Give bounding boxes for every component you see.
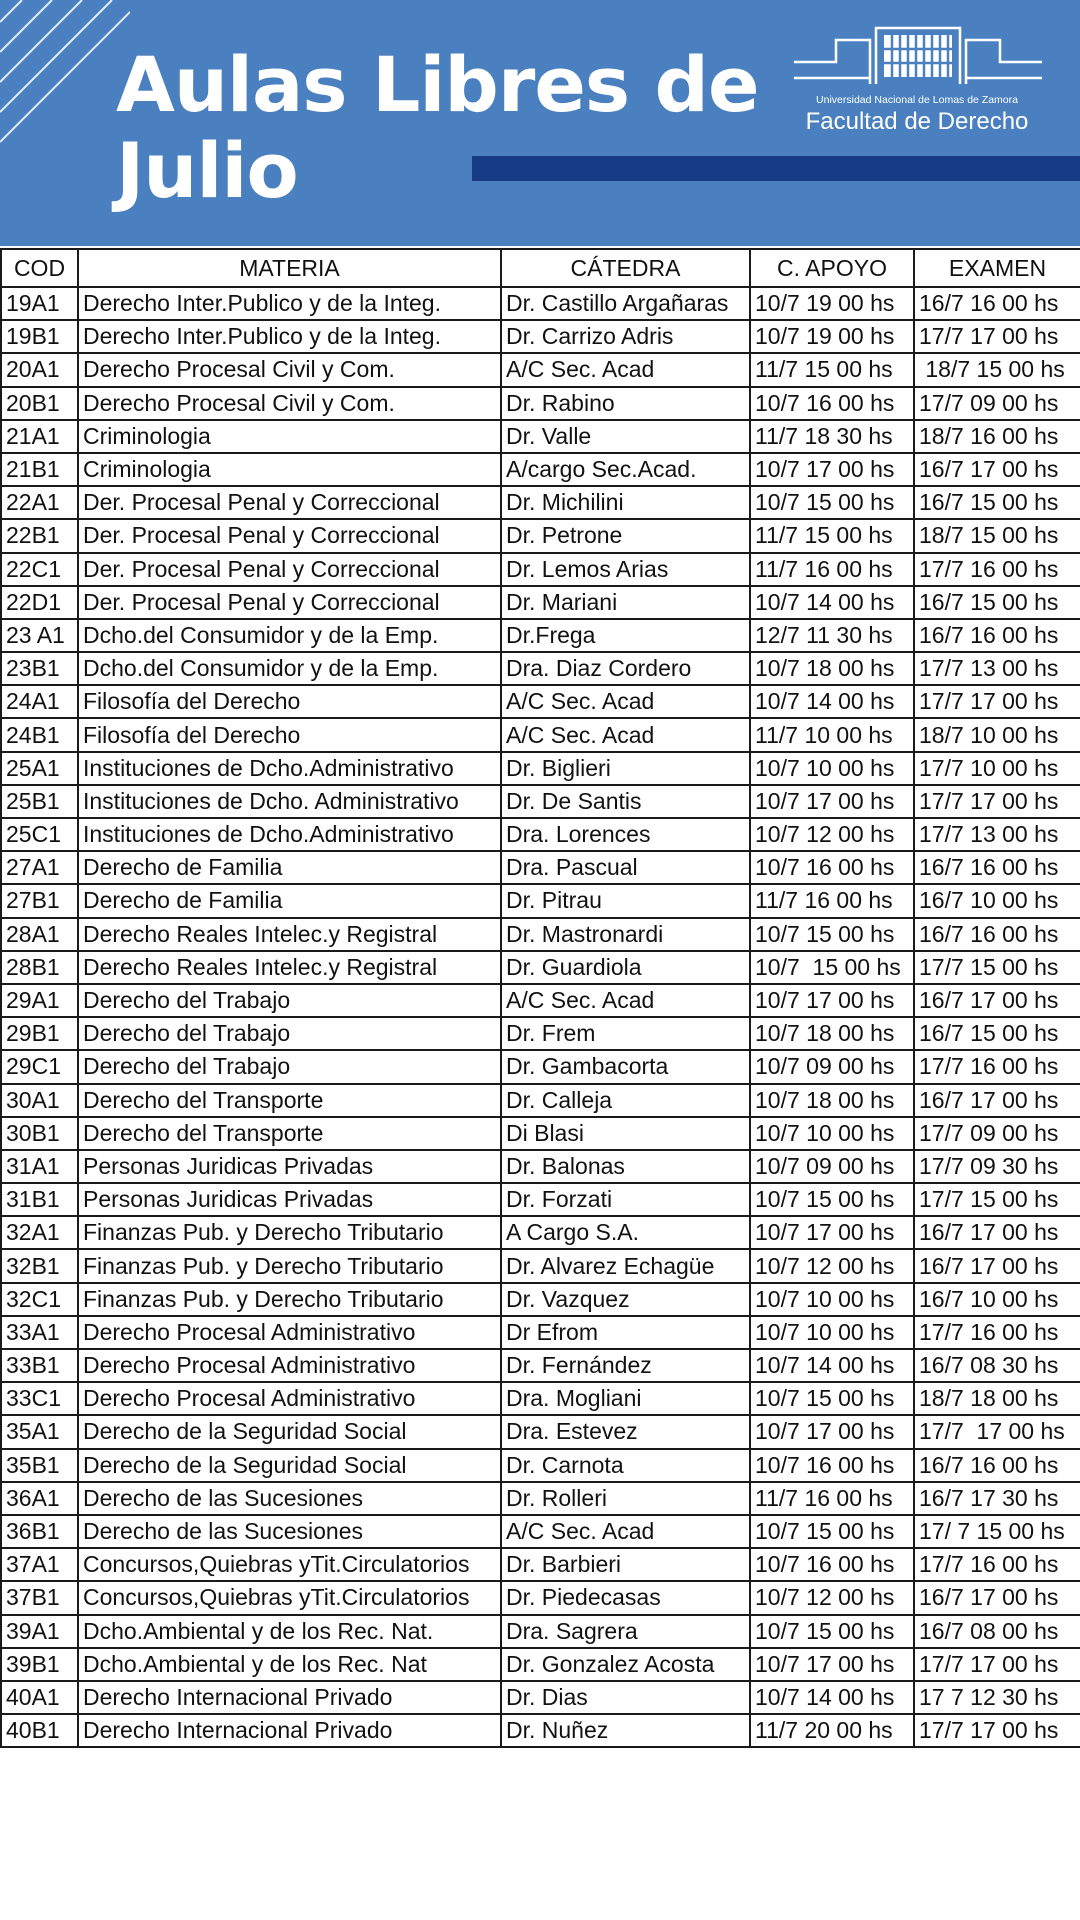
cell-materia: Derecho Procesal Civil y Com. (78, 353, 501, 386)
cell-catedra: Dr. Alvarez Echagüe (501, 1249, 750, 1282)
cell-apoyo: 10/7 10 00 hs (750, 1316, 914, 1349)
cell-apoyo: 10/7 15 00 hs (750, 951, 914, 984)
cell-catedra: Dra. Lorences (501, 818, 750, 851)
cell-cod: 36B1 (1, 1515, 78, 1548)
cell-cod: 22D1 (1, 586, 78, 619)
decorative-stripes (0, 0, 130, 150)
cell-materia: Dcho.del Consumidor y de la Emp. (78, 619, 501, 652)
cell-examen: 17/7 17 00 hs (914, 1648, 1080, 1681)
cell-catedra: Dr. Calleja (501, 1084, 750, 1117)
table-row (1, 619, 1080, 652)
table-row (1, 1117, 1080, 1150)
cell-cod: 30B1 (1, 1117, 78, 1150)
cell-materia: Personas Juridicas Privadas (78, 1183, 501, 1216)
cell-apoyo: 10/7 15 00 hs (750, 918, 914, 951)
cell-apoyo: 10/7 12 00 hs (750, 1249, 914, 1282)
cell-materia: Derecho Reales Intelec.y Registral (78, 918, 501, 951)
cell-examen: 16/7 15 00 hs (914, 486, 1080, 519)
cell-apoyo: 10/7 17 00 hs (750, 453, 914, 486)
table-row (1, 1648, 1080, 1681)
table-row (1, 884, 1080, 917)
column-header-catedra: CÁTEDRA (501, 249, 750, 287)
table-row (1, 287, 1080, 320)
table-row (1, 1183, 1080, 1216)
cell-examen: 17/7 09 00 hs (914, 387, 1080, 420)
cell-examen: 17/ 7 15 00 hs (914, 1515, 1080, 1548)
cell-examen: 16/7 08 00 hs (914, 1615, 1080, 1648)
cell-apoyo: 10/7 15 00 hs (750, 1615, 914, 1648)
cell-cod: 29B1 (1, 1017, 78, 1050)
cell-apoyo: 10/7 15 00 hs (750, 1382, 914, 1415)
cell-catedra: Dr Efrom (501, 1316, 750, 1349)
cell-materia: Criminologia (78, 453, 501, 486)
cell-examen: 17/7 17 00 hs (914, 1714, 1080, 1747)
cell-materia: Finanzas Pub. y Derecho Tributario (78, 1216, 501, 1249)
cell-catedra: Dra. Estevez (501, 1415, 750, 1448)
cell-cod: 24A1 (1, 685, 78, 718)
cell-apoyo: 10/7 14 00 hs (750, 1681, 914, 1714)
cell-cod: 25C1 (1, 818, 78, 851)
cell-materia: Derecho del Trabajo (78, 1050, 501, 1083)
cell-apoyo: 10/7 19 00 hs (750, 287, 914, 320)
cell-catedra: Dr. Mastronardi (501, 918, 750, 951)
faculty-logo (792, 26, 1042, 136)
university-building-icon (794, 26, 1042, 92)
table-row (1, 1216, 1080, 1249)
cell-cod: 40A1 (1, 1681, 78, 1714)
cell-apoyo: 10/7 14 00 hs (750, 586, 914, 619)
cell-catedra: Dr. Pitrau (501, 884, 750, 917)
column-header-examen: EXAMEN (914, 249, 1080, 287)
table-row (1, 1150, 1080, 1183)
cell-examen: 16/7 17 00 hs (914, 984, 1080, 1017)
table-row (1, 984, 1080, 1017)
cell-cod: 25A1 (1, 752, 78, 785)
table-row (1, 486, 1080, 519)
cell-catedra: Dr. Barbieri (501, 1548, 750, 1581)
cell-catedra: Dr. Rabino (501, 387, 750, 420)
cell-catedra: Dr. Carrizo Adris (501, 320, 750, 353)
cell-apoyo: 10/7 12 00 hs (750, 818, 914, 851)
cell-examen: 16/7 17 00 hs (914, 1084, 1080, 1117)
cell-catedra: Dr. Piedecasas (501, 1581, 750, 1614)
cell-examen: 16/7 08 30 hs (914, 1349, 1080, 1382)
table-row (1, 1349, 1080, 1382)
table-row (1, 1515, 1080, 1548)
cell-apoyo: 10/7 09 00 hs (750, 1150, 914, 1183)
cell-catedra: Dr. Gonzalez Acosta (501, 1648, 750, 1681)
cell-examen: 16/7 17 00 hs (914, 1581, 1080, 1614)
accent-bar (472, 156, 1080, 181)
cell-catedra: A Cargo S.A. (501, 1216, 750, 1249)
cell-materia: Derecho del Trabajo (78, 1017, 501, 1050)
cell-materia: Derecho Procesal Civil y Com. (78, 387, 501, 420)
table-row (1, 1714, 1080, 1747)
cell-cod: 23B1 (1, 652, 78, 685)
table-row (1, 1415, 1080, 1448)
cell-catedra: Dra. Mogliani (501, 1382, 750, 1415)
table-row (1, 1548, 1080, 1581)
cell-cod: 25B1 (1, 785, 78, 818)
cell-materia: Derecho de Familia (78, 851, 501, 884)
cell-materia: Dcho.Ambiental y de los Rec. Nat. (78, 1615, 501, 1648)
page-header (0, 0, 1080, 246)
cell-examen: 18/7 15 00 hs (914, 519, 1080, 552)
cell-apoyo: 10/7 18 00 hs (750, 1017, 914, 1050)
cell-examen: 17/7 17 00 hs (914, 685, 1080, 718)
cell-catedra: Dra. Pascual (501, 851, 750, 884)
cell-examen: 16/7 16 00 hs (914, 1449, 1080, 1482)
cell-examen: 17/7 16 00 hs (914, 553, 1080, 586)
cell-materia: Instituciones de Dcho.Administrativo (78, 752, 501, 785)
cell-examen: 17/7 16 00 hs (914, 1548, 1080, 1581)
cell-materia: Der. Procesal Penal y Correccional (78, 519, 501, 552)
cell-apoyo: 10/7 10 00 hs (750, 1117, 914, 1150)
table-row (1, 1615, 1080, 1648)
title-line-1: Aulas Libres de (116, 40, 759, 129)
cell-materia: Derecho del Transporte (78, 1117, 501, 1150)
cell-cod: 30A1 (1, 1084, 78, 1117)
cell-apoyo: 10/7 15 00 hs (750, 1183, 914, 1216)
table-row (1, 586, 1080, 619)
cell-cod: 35A1 (1, 1415, 78, 1448)
cell-cod: 35B1 (1, 1449, 78, 1482)
cell-catedra: Dr. Lemos Arias (501, 553, 750, 586)
cell-materia: Derecho del Transporte (78, 1084, 501, 1117)
cell-catedra: Dr. Valle (501, 420, 750, 453)
cell-cod: 32B1 (1, 1249, 78, 1282)
table-row (1, 1449, 1080, 1482)
table-row (1, 652, 1080, 685)
cell-materia: Derecho de las Sucesiones (78, 1515, 501, 1548)
cell-apoyo: 10/7 16 00 hs (750, 1548, 914, 1581)
cell-cod: 33C1 (1, 1382, 78, 1415)
cell-examen: 17/7 17 00 hs (914, 785, 1080, 818)
cell-catedra: A/C Sec. Acad (501, 984, 750, 1017)
cell-catedra: Dra. Sagrera (501, 1615, 750, 1648)
cell-catedra: Dr. Castillo Argañaras (501, 287, 750, 320)
table-row (1, 818, 1080, 851)
cell-examen: 17/7 10 00 hs (914, 752, 1080, 785)
cell-catedra: Dr. Michilini (501, 486, 750, 519)
cell-materia: Finanzas Pub. y Derecho Tributario (78, 1283, 501, 1316)
cell-examen: 16/7 16 00 hs (914, 851, 1080, 884)
cell-catedra: A/C Sec. Acad (501, 353, 750, 386)
cell-materia: Der. Procesal Penal y Correccional (78, 553, 501, 586)
cell-cod: 33B1 (1, 1349, 78, 1382)
cell-cod: 39B1 (1, 1648, 78, 1681)
cell-apoyo: 10/7 17 00 hs (750, 1415, 914, 1448)
table-row (1, 1249, 1080, 1282)
cell-materia: Derecho de la Seguridad Social (78, 1415, 501, 1448)
cell-cod: 28A1 (1, 918, 78, 951)
cell-cod: 21A1 (1, 420, 78, 453)
cell-cod: 28B1 (1, 951, 78, 984)
cell-apoyo: 10/7 17 00 hs (750, 1216, 914, 1249)
cell-examen: 17 7 12 30 hs (914, 1681, 1080, 1714)
cell-examen: 17/7 13 00 hs (914, 818, 1080, 851)
table-row (1, 519, 1080, 552)
cell-cod: 29C1 (1, 1050, 78, 1083)
cell-cod: 31B1 (1, 1183, 78, 1216)
cell-materia: Dcho.del Consumidor y de la Emp. (78, 652, 501, 685)
cell-examen: 17/7 17 00 hs (914, 1415, 1080, 1448)
cell-catedra: Dr. Nuñez (501, 1714, 750, 1747)
cell-cod: 32C1 (1, 1283, 78, 1316)
table-row (1, 718, 1080, 751)
cell-materia: Filosofía del Derecho (78, 685, 501, 718)
cell-examen: 16/7 17 00 hs (914, 453, 1080, 486)
cell-apoyo: 11/7 10 00 hs (750, 718, 914, 751)
cell-apoyo: 10/7 17 00 hs (750, 984, 914, 1017)
table-row (1, 951, 1080, 984)
cell-materia: Derecho de Familia (78, 884, 501, 917)
cell-catedra: A/cargo Sec.Acad. (501, 453, 750, 486)
cell-cod: 23 A1 (1, 619, 78, 652)
cell-materia: Finanzas Pub. y Derecho Tributario (78, 1249, 501, 1282)
title-line-2: Julio (116, 126, 298, 215)
cell-cod: 27B1 (1, 884, 78, 917)
cell-materia: Derecho de la Seguridad Social (78, 1449, 501, 1482)
cell-cod: 29A1 (1, 984, 78, 1017)
cell-catedra: A/C Sec. Acad (501, 1515, 750, 1548)
faculty-name: Facultad de Derecho (805, 108, 1029, 135)
cell-apoyo: 10/7 12 00 hs (750, 1581, 914, 1614)
cell-catedra: Dr. Frem (501, 1017, 750, 1050)
table-row (1, 685, 1080, 718)
cell-examen: 17/7 15 00 hs (914, 951, 1080, 984)
table-row (1, 1382, 1080, 1415)
cell-examen: 17/7 09 00 hs (914, 1117, 1080, 1150)
cell-examen: 17/7 13 00 hs (914, 652, 1080, 685)
cell-cod: 37B1 (1, 1581, 78, 1614)
table-row (1, 553, 1080, 586)
cell-cod: 19A1 (1, 287, 78, 320)
table-row (1, 851, 1080, 884)
cell-apoyo: 10/7 16 00 hs (750, 1449, 914, 1482)
cell-catedra: Dr.Frega (501, 619, 750, 652)
cell-catedra: Dr. Rolleri (501, 1482, 750, 1515)
table-row (1, 1581, 1080, 1614)
cell-materia: Derecho Procesal Administrativo (78, 1382, 501, 1415)
cell-catedra: Dr. Guardiola (501, 951, 750, 984)
cell-materia: Derecho de las Sucesiones (78, 1482, 501, 1515)
cell-apoyo: 11/7 20 00 hs (750, 1714, 914, 1747)
cell-apoyo: 10/7 14 00 hs (750, 1349, 914, 1382)
cell-materia: Der. Procesal Penal y Correccional (78, 486, 501, 519)
cell-apoyo: 10/7 15 00 hs (750, 1515, 914, 1548)
schedule-table (0, 248, 1080, 1748)
table-row (1, 320, 1080, 353)
cell-apoyo: 10/7 10 00 hs (750, 752, 914, 785)
cell-cod: 20B1 (1, 387, 78, 420)
cell-materia: Derecho Reales Intelec.y Registral (78, 951, 501, 984)
cell-cod: 22B1 (1, 519, 78, 552)
table-row (1, 453, 1080, 486)
cell-apoyo: 11/7 15 00 hs (750, 353, 914, 386)
table-row (1, 387, 1080, 420)
cell-examen: 16/7 17 30 hs (914, 1482, 1080, 1515)
cell-apoyo: 10/7 17 00 hs (750, 785, 914, 818)
cell-examen: 17/7 17 00 hs (914, 320, 1080, 353)
cell-materia: Instituciones de Dcho.Administrativo (78, 818, 501, 851)
cell-apoyo: 11/7 16 00 hs (750, 884, 914, 917)
table-row (1, 918, 1080, 951)
cell-examen: 16/7 10 00 hs (914, 884, 1080, 917)
cell-catedra: Dr. Dias (501, 1681, 750, 1714)
cell-cod: 33A1 (1, 1316, 78, 1349)
table-header-row (1, 249, 1080, 287)
table-row (1, 1316, 1080, 1349)
cell-cod: 36A1 (1, 1482, 78, 1515)
table-row (1, 1482, 1080, 1515)
cell-apoyo: 10/7 17 00 hs (750, 1648, 914, 1681)
cell-catedra: Dr. Carnota (501, 1449, 750, 1482)
university-name: Universidad Nacional de Lomas de Zamora (816, 94, 1018, 106)
cell-cod: 22C1 (1, 553, 78, 586)
cell-apoyo: 10/7 15 00 hs (750, 486, 914, 519)
cell-materia: Concursos,Quiebras yTit.Circulatorios (78, 1548, 501, 1581)
cell-materia: Instituciones de Dcho. Administrativo (78, 785, 501, 818)
cell-examen: 16/7 16 00 hs (914, 918, 1080, 951)
cell-apoyo: 10/7 09 00 hs (750, 1050, 914, 1083)
cell-apoyo: 11/7 15 00 hs (750, 519, 914, 552)
cell-apoyo: 10/7 10 00 hs (750, 1283, 914, 1316)
cell-catedra: Dr. Vazquez (501, 1283, 750, 1316)
cell-examen: 16/7 17 00 hs (914, 1216, 1080, 1249)
table-row (1, 1681, 1080, 1714)
table-row (1, 752, 1080, 785)
table-row (1, 1283, 1080, 1316)
cell-apoyo: 10/7 14 00 hs (750, 685, 914, 718)
cell-materia: Derecho Procesal Administrativo (78, 1316, 501, 1349)
cell-examen: 16/7 15 00 hs (914, 1017, 1080, 1050)
table-row (1, 1050, 1080, 1083)
table-row (1, 1084, 1080, 1117)
cell-materia: Der. Procesal Penal y Correccional (78, 586, 501, 619)
cell-materia: Derecho Internacional Privado (78, 1714, 501, 1747)
cell-materia: Dcho.Ambiental y de los Rec. Nat (78, 1648, 501, 1681)
cell-catedra: A/C Sec. Acad (501, 685, 750, 718)
cell-apoyo: 11/7 16 00 hs (750, 553, 914, 586)
cell-cod: 39A1 (1, 1615, 78, 1648)
cell-catedra: Dr. Mariani (501, 586, 750, 619)
cell-catedra: Dr. Biglieri (501, 752, 750, 785)
cell-materia: Concursos,Quiebras yTit.Circulatorios (78, 1581, 501, 1614)
cell-catedra: A/C Sec. Acad (501, 718, 750, 751)
cell-materia: Derecho Internacional Privado (78, 1681, 501, 1714)
column-header-materia: MATERIA (78, 249, 501, 287)
cell-cod: 31A1 (1, 1150, 78, 1183)
cell-apoyo: 11/7 16 00 hs (750, 1482, 914, 1515)
cell-apoyo: 10/7 19 00 hs (750, 320, 914, 353)
cell-materia: Derecho del Trabajo (78, 984, 501, 1017)
cell-cod: 22A1 (1, 486, 78, 519)
cell-cod: 21B1 (1, 453, 78, 486)
cell-catedra: Dr. Petrone (501, 519, 750, 552)
cell-examen: 17/7 09 30 hs (914, 1150, 1080, 1183)
cell-materia: Personas Juridicas Privadas (78, 1150, 501, 1183)
table-row (1, 353, 1080, 386)
cell-examen: 16/7 15 00 hs (914, 586, 1080, 619)
cell-apoyo: 10/7 16 00 hs (750, 851, 914, 884)
cell-apoyo: 11/7 18 30 hs (750, 420, 914, 453)
cell-examen: 18/7 18 00 hs (914, 1382, 1080, 1415)
cell-cod: 19B1 (1, 320, 78, 353)
cell-examen: 16/7 16 00 hs (914, 287, 1080, 320)
cell-examen: 17/7 16 00 hs (914, 1050, 1080, 1083)
cell-catedra: Dr. Fernández (501, 1349, 750, 1382)
table-row (1, 420, 1080, 453)
cell-cod: 32A1 (1, 1216, 78, 1249)
cell-examen: 17/7 15 00 hs (914, 1183, 1080, 1216)
cell-cod: 40B1 (1, 1714, 78, 1747)
cell-catedra: Dr. Gambacorta (501, 1050, 750, 1083)
cell-examen: 18/7 16 00 hs (914, 420, 1080, 453)
cell-materia: Derecho Inter.Publico y de la Integ. (78, 320, 501, 353)
cell-materia: Derecho Inter.Publico y de la Integ. (78, 287, 501, 320)
cell-materia: Filosofía del Derecho (78, 718, 501, 751)
table-row (1, 785, 1080, 818)
cell-examen: 18/7 10 00 hs (914, 718, 1080, 751)
page-title (116, 42, 759, 214)
cell-apoyo: 10/7 16 00 hs (750, 387, 914, 420)
column-header-apoyo: C. APOYO (750, 249, 914, 287)
cell-cod: 20A1 (1, 353, 78, 386)
cell-apoyo: 10/7 18 00 hs (750, 652, 914, 685)
cell-cod: 37A1 (1, 1548, 78, 1581)
cell-apoyo: 10/7 18 00 hs (750, 1084, 914, 1117)
column-header-cod: COD (1, 249, 78, 287)
cell-examen: 17/7 16 00 hs (914, 1316, 1080, 1349)
cell-catedra: Di Blasi (501, 1117, 750, 1150)
cell-examen: 16/7 10 00 hs (914, 1283, 1080, 1316)
cell-examen: 16/7 16 00 hs (914, 619, 1080, 652)
table-row (1, 1017, 1080, 1050)
cell-catedra: Dra. Diaz Cordero (501, 652, 750, 685)
cell-cod: 24B1 (1, 718, 78, 751)
cell-apoyo: 12/7 11 30 hs (750, 619, 914, 652)
cell-examen: 16/7 17 00 hs (914, 1249, 1080, 1282)
cell-examen: 18/7 15 00 hs (914, 353, 1080, 386)
cell-materia: Derecho Procesal Administrativo (78, 1349, 501, 1382)
cell-catedra: Dr. De Santis (501, 785, 750, 818)
cell-materia: Criminologia (78, 420, 501, 453)
cell-catedra: Dr. Forzati (501, 1183, 750, 1216)
cell-cod: 27A1 (1, 851, 78, 884)
cell-catedra: Dr. Balonas (501, 1150, 750, 1183)
